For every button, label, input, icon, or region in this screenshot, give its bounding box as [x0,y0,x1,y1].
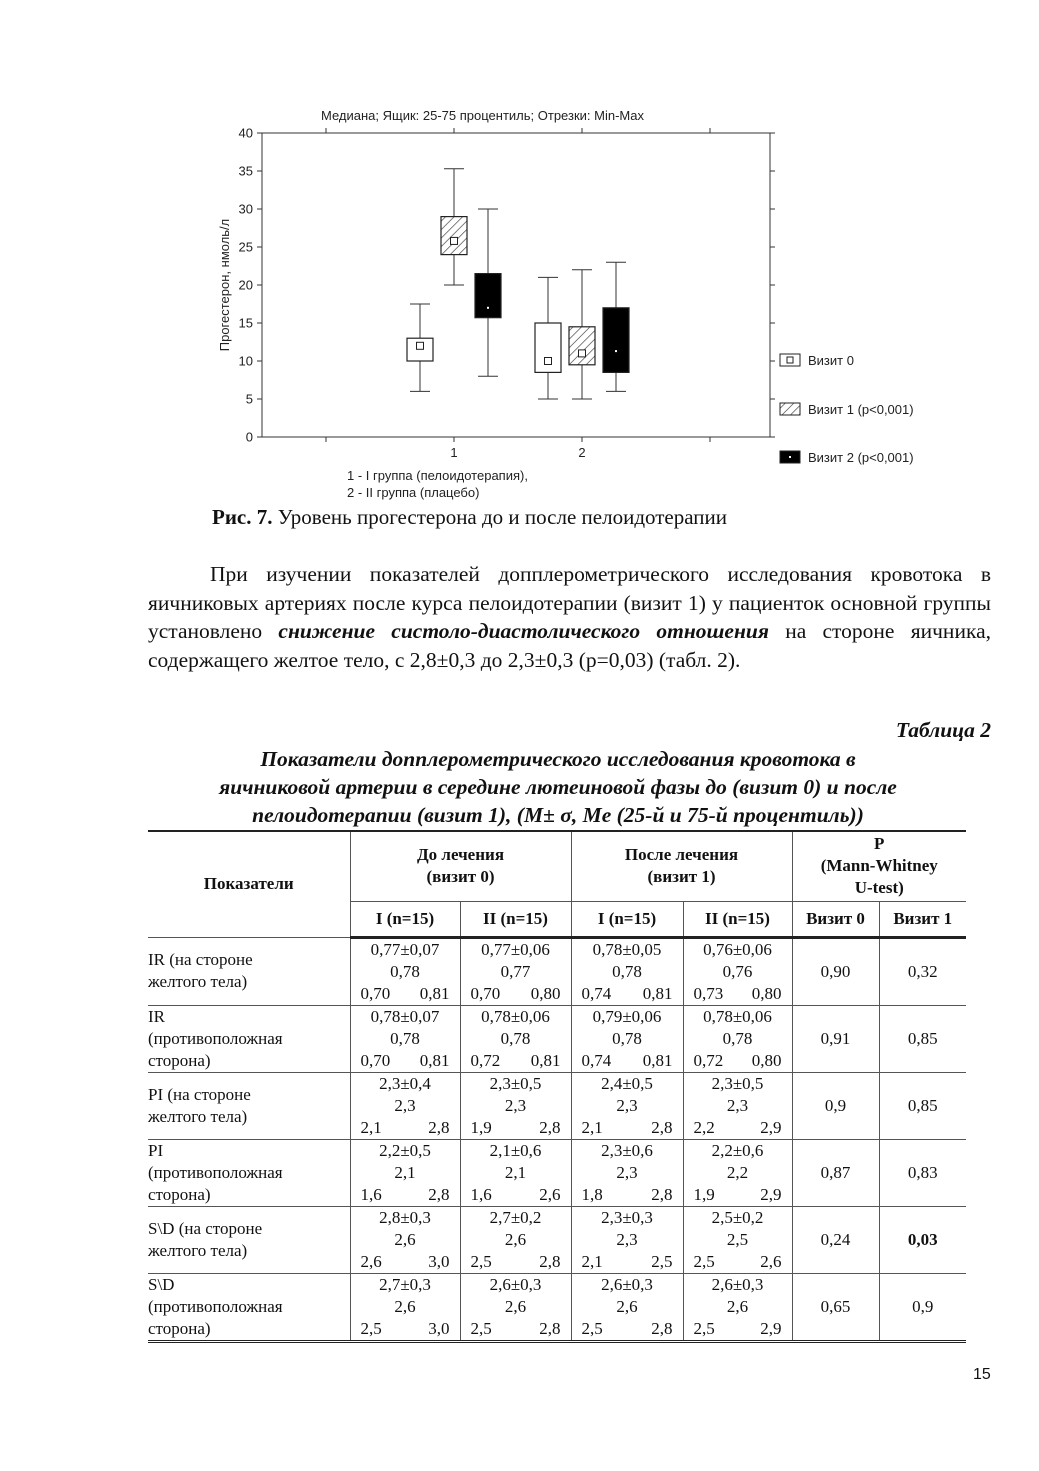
median: 2,5 [726,1229,749,1249]
median: 0,77 [500,961,531,981]
body-paragraph [148,560,991,674]
percentile-25: 1,8 [581,1184,603,1204]
percentile-25: 1,9 [470,1117,492,1137]
percentile-75: 0,80 [530,983,561,1003]
median: 2,1 [504,1162,527,1182]
y-tick-label: 15 [238,315,253,331]
table-body [148,937,966,1341]
table-row [148,1072,966,1139]
table-title-line-2: яичниковой артерии в середине лютеиновой фазы до (визит 0) и после [219,775,897,799]
mean-sd: 0,77±0,06 [481,939,550,959]
header-after-line1: После лечения [624,845,739,865]
box-body [569,327,595,365]
box-mark [407,304,433,391]
value-cell [460,1139,571,1206]
percentile-25: 0,74 [581,1050,612,1070]
median: 0,76 [722,961,753,981]
mean-sd: 2,3±0,5 [711,1073,764,1093]
value-cell [683,937,792,1005]
percentile-75: 2,8 [539,1318,561,1338]
value-cell [350,1005,460,1072]
progesterone-boxplot [0,0,1039,505]
percentile-75: 3,0 [428,1318,450,1338]
header-before [350,831,571,901]
y-tick-label: 10 [238,353,253,369]
box-body [475,274,501,318]
indicator-name-line: сторона) [148,1050,211,1070]
header-group-1-after: I (n=15) [571,901,683,937]
header-before-line1: До лечения [416,845,505,865]
percentile-25: 2,5 [470,1251,492,1271]
percentile-75: 0,80 [751,983,782,1003]
median: 0,78 [390,1028,420,1048]
paragraph-part-1: При изучении показателей допплерометрического исследования кровотока в яичниковых артериях после курса пелоидотерапии (визит 1) у пациенток основной группы установлено [148,562,991,644]
legend-label: Визит 2 (p<0,001) [808,450,914,465]
median: 2,6 [616,1296,638,1316]
median: 2,3 [504,1095,527,1115]
y-tick-label: 5 [245,391,253,407]
percentile-25: 2,1 [360,1117,382,1137]
percentile-75: 3,0 [428,1251,450,1271]
median: 0,78 [612,961,642,981]
table-row [148,937,966,1005]
indicator-name-line: PI (на стороне [148,1084,251,1104]
value-cell [571,1139,683,1206]
value-cell [571,1273,683,1341]
table-row [148,1005,966,1072]
table-title [148,745,968,829]
value-cell [683,1072,792,1139]
percentile-75: 0,80 [751,1050,782,1070]
percentile-25: 1,9 [693,1184,715,1204]
legend-item [780,353,854,368]
value-cell [460,1072,571,1139]
percentile-75: 2,8 [651,1117,673,1137]
percentile-25: 1,6 [470,1184,492,1204]
value-cell [460,1005,571,1072]
x-axis-ticks [326,128,710,460]
value-cell [350,1072,460,1139]
box-body [603,308,629,373]
median: 0,78 [500,1028,531,1048]
header-p-line1: P [874,834,885,854]
median: 0,78 [390,961,420,981]
mean-sd: 2,3±0,5 [489,1073,542,1093]
percentile-75: 2,9 [760,1318,782,1338]
legend-item [780,402,914,417]
indicator-name-line: желтого тела) [148,972,248,991]
median: 2,1 [394,1162,416,1182]
median: 0,78 [612,1028,642,1048]
value-cell [571,937,683,1005]
indicator-cell [148,1139,350,1206]
y-tick-label: 40 [238,125,253,141]
percentile-25: 0,74 [581,983,612,1003]
median-marker [615,350,617,352]
percentile-25: 2,6 [360,1251,382,1271]
p-visit-0: 0,91 [792,1005,879,1072]
median: 2,2 [726,1162,749,1182]
header-group-2-before: II (n=15) [460,901,571,937]
x-tick-label: 2 [578,445,586,460]
percentile-75: 2,6 [539,1184,561,1204]
percentile-25: 0,70 [360,1050,391,1070]
mean-sd: 2,6±0,3 [489,1274,542,1294]
header-before-line2: (визит 0) [426,867,495,887]
median: 2,3 [394,1095,416,1115]
percentile-25: 0,70 [470,983,501,1003]
figure-caption-text: Уровень прогестерона до и после пелоидотерапии [272,505,727,529]
percentile-75: 2,8 [428,1184,450,1204]
indicator-cell [148,1206,350,1273]
indicator-name-line: S\D (на стороне [148,1218,263,1238]
x-tick-label: 1 [450,445,458,460]
percentile-75: 2,8 [428,1117,450,1137]
percentile-75: 2,6 [760,1251,782,1271]
percentile-25: 2,1 [581,1117,603,1137]
median: 2,6 [394,1229,416,1249]
legend-item [780,450,914,465]
p-visit-1: 0,03 [879,1206,966,1273]
value-cell [350,1273,460,1341]
mean-sd: 2,4±0,5 [601,1073,653,1093]
p-visit-0: 0,90 [792,937,879,1005]
percentile-25: 0,72 [693,1050,724,1070]
percentile-25: 2,5 [581,1318,603,1338]
box-mark [603,262,629,391]
indicator-cell [148,1072,350,1139]
mean-sd: 2,7±0,2 [489,1207,542,1227]
mean-sd: 2,3±0,3 [601,1207,653,1227]
p-visit-0: 0,87 [792,1139,879,1206]
mean-sd: 2,2±0,6 [711,1140,764,1160]
median-marker [579,350,586,357]
header-visit-0: Визит 0 [792,901,879,937]
y-tick-label: 0 [245,429,253,445]
percentile-75: 0,81 [419,983,450,1003]
table-label: Таблица 2 [895,718,991,742]
header-after-line2: (визит 1) [647,867,716,887]
percentile-25: 2,2 [693,1117,715,1137]
p-visit-1: 0,9 [879,1273,966,1341]
median: 2,3 [726,1095,749,1115]
table-row [148,1206,966,1273]
figure-caption [212,505,727,530]
value-cell [683,1139,792,1206]
value-cell [350,1139,460,1206]
percentile-75: 2,9 [760,1184,782,1204]
figure-label: Рис. 7. [212,505,273,529]
value-cell [571,1005,683,1072]
median-marker [545,358,552,365]
box-mark [475,209,501,376]
header-p-line2: (Mann-Whitney [820,856,938,876]
indicator-name-line: PI [148,1140,164,1160]
median-marker [417,342,424,349]
median: 2,6 [726,1296,749,1316]
mean-sd: 2,8±0,3 [379,1207,431,1227]
y-tick-label: 30 [238,201,253,217]
percentile-75: 2,5 [651,1251,673,1271]
p-visit-1: 0,85 [879,1005,966,1072]
mean-sd: 2,1±0,6 [489,1140,542,1160]
value-cell [460,1273,571,1341]
y-tick-label: 25 [238,239,253,255]
header-after [571,831,792,901]
median: 2,3 [616,1095,638,1115]
p-visit-0: 0,24 [792,1206,879,1273]
box-series [407,169,629,399]
percentile-75: 2,9 [760,1117,782,1137]
mean-sd: 0,78±0,06 [481,1006,550,1026]
median: 2,6 [394,1296,416,1316]
indicator-cell [148,1273,350,1341]
box-mark [569,270,595,399]
indicator-name-line: сторона) [148,1318,211,1338]
box-mark [535,277,561,399]
percentile-25: 2,5 [470,1318,492,1338]
indicator-name-line: IR (на стороне [148,950,253,969]
table-row [148,1139,966,1206]
p-visit-0: 0,65 [792,1273,879,1341]
indicator-name-line: (противоположная [148,1162,283,1182]
value-cell [571,1072,683,1139]
plot-frame [262,133,770,437]
mean-sd: 2,5±0,2 [711,1207,764,1227]
value-cell [460,1206,571,1273]
header-group-1-before: I (n=15) [350,901,460,937]
table-title-line-1: Показатели допплерометрического исследования кровотока в [260,747,856,771]
indicator-name-line: желтого тела) [148,1240,248,1260]
percentile-25: 2,5 [360,1318,382,1338]
table-row [148,1273,966,1341]
paragraph-part-2: на стороне яичника, содержащего желтое тело, с 2,8±0,3 до 2,3±0,3 (р=0,03) (табл. 2). [148,619,991,672]
median: 2,3 [616,1162,638,1182]
chart-legend [780,353,914,465]
mean-sd: 2,6±0,3 [601,1274,653,1294]
header-indicator: Показатели [148,831,350,937]
y-axis-label: Прогестерон, нмоль/л [217,218,232,352]
median: 2,3 [616,1229,638,1249]
percentile-75: 2,8 [651,1184,673,1204]
mean-sd: 2,3±0,4 [379,1073,431,1093]
mean-sd: 0,77±0,07 [370,939,440,959]
header-p [792,831,966,901]
p-visit-1: 0,85 [879,1072,966,1139]
p-visit-0: 0,9 [792,1072,879,1139]
legend-swatch [780,403,800,415]
percentile-75: 2,8 [651,1318,673,1338]
legend-label: Визит 0 [808,353,854,368]
median-marker [451,237,458,244]
table-title-line-3: пелоидотерапии (визит 1), (M± σ, Me (25-й и 75-й процентиль)) [252,803,864,827]
value-cell [460,937,571,1005]
group-note-1: 1 - I группа (пелоидотерапия), [347,468,528,483]
percentile-75: 0,81 [642,983,673,1003]
indicator-name-line: IR [148,1006,165,1026]
mean-sd: 0,79±0,06 [592,1006,662,1026]
value-cell [571,1206,683,1273]
percentile-25: 1,6 [360,1184,382,1204]
median: 2,6 [504,1296,527,1316]
value-cell [683,1206,792,1273]
value-cell [683,1273,792,1341]
value-cell [683,1005,792,1072]
mean-sd: 0,78±0,05 [592,939,662,959]
indicator-name-line: S\D [148,1274,175,1294]
percentile-75: 2,8 [539,1117,561,1137]
page-number: 15 [973,1366,991,1383]
header-group-2-after: II (n=15) [683,901,792,937]
percentile-25: 0,70 [360,983,391,1003]
box-mark [441,169,467,285]
median: 0,78 [722,1028,753,1048]
percentile-25: 2,5 [693,1251,715,1271]
value-cell [350,937,460,1005]
indicator-name-line: желтого тела) [148,1106,248,1126]
p-visit-1: 0,83 [879,1139,966,1206]
paragraph-emphasis: снижение систоло-диастолического отношения [278,619,769,644]
mean-sd: 0,78±0,07 [370,1006,440,1026]
mean-sd: 0,78±0,06 [703,1006,772,1026]
percentile-75: 0,81 [419,1050,450,1070]
header-p-line3: U-test) [854,878,904,898]
median: 2,6 [504,1229,527,1249]
y-tick-label: 20 [238,277,253,293]
percentile-25: 0,72 [470,1050,501,1070]
percentile-75: 2,8 [539,1251,561,1271]
percentile-75: 0,81 [642,1050,673,1070]
indicator-cell [148,1005,350,1072]
mean-sd: 2,6±0,3 [711,1274,764,1294]
box-body [441,217,467,255]
mean-sd: 2,7±0,3 [379,1274,431,1294]
mean-sd: 2,3±0,6 [601,1140,653,1160]
p-visit-1: 0,32 [879,937,966,1005]
mean-sd: 0,76±0,06 [703,939,772,959]
value-cell [350,1206,460,1273]
median-marker [487,307,489,309]
percentile-75: 0,81 [530,1050,561,1070]
chart-title: Медиана; Ящик: 25-75 процентиль; Отрезки: Min-Max [321,108,644,123]
plot-area [262,133,770,437]
indicator-cell [148,937,350,1005]
indicator-name-line: сторона) [148,1184,211,1204]
mean-sd: 2,2±0,5 [379,1140,431,1160]
doppler-table [148,830,966,1343]
percentile-25: 2,1 [581,1251,603,1271]
indicator-name-line: (противоположная [148,1296,283,1316]
header-visit-1: Визит 1 [879,901,966,937]
legend-label: Визит 1 (p<0,001) [808,402,914,417]
y-tick-label: 35 [238,163,253,179]
y-axis-ticks [239,126,775,445]
group-note-2: 2 - II группа (плацебо) [347,485,480,500]
indicator-name-line: (противоположная [148,1028,283,1048]
percentile-25: 0,73 [693,983,724,1003]
percentile-25: 2,5 [693,1318,715,1338]
